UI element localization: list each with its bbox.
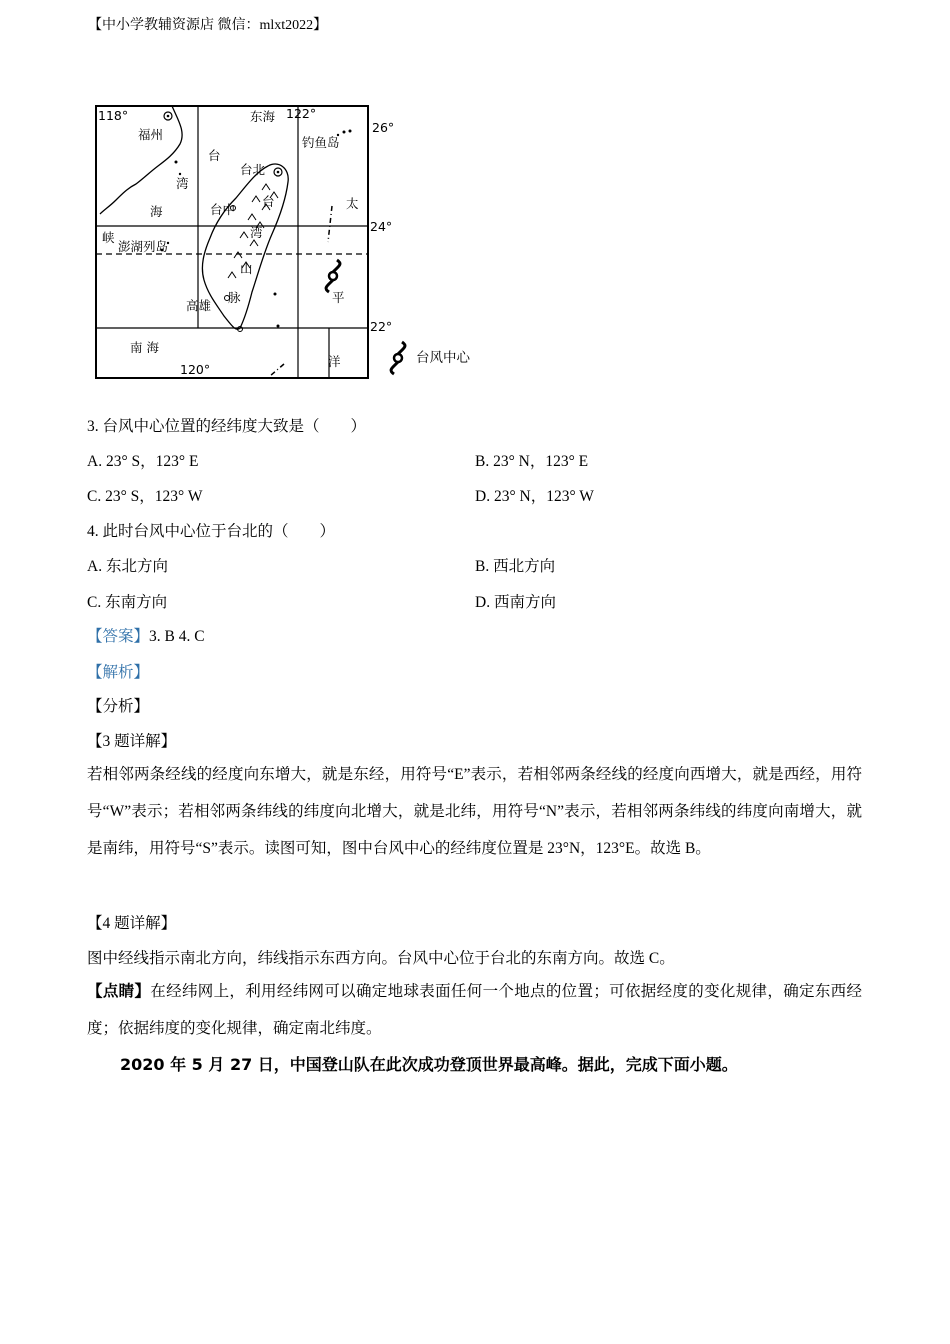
boundary-line	[328, 206, 332, 242]
ocean-char-2: 平	[332, 290, 345, 305]
taizhong-label: 台中	[210, 202, 236, 217]
detail3-text: 若相邻两条经线的经度向东增大，就是东经，用符号“E”表示，若相邻两条经线的经度向西增大，就是西经，用符号“W”表示；若相邻两条纬线的纬度向北增大，就是北纬，用符号“N”表示，若相邻两条纬线的纬度向南增大，就是南纬，用符号“S”表示。读图可知，图中台风中心的经纬度位置是 23°N，123°E。故选 B。	[87, 766, 862, 857]
strait-char-1: 台	[208, 148, 221, 163]
mountain-char-4: 脉	[228, 290, 241, 305]
taibei-label: 台北	[240, 162, 266, 177]
lat-22-label: 22°	[370, 319, 393, 334]
q3-stem: 3. 台风中心位置的经纬度大致是（ ）	[87, 418, 367, 435]
strait-char-4: 峡	[102, 230, 115, 245]
dianjing-paragraph	[87, 973, 862, 1047]
answer-tag: 【答案】	[87, 628, 150, 645]
q3-option-a: A. 23° S，123° E	[87, 453, 199, 470]
donghai-label: 东海	[250, 109, 276, 124]
detail4-text: 图中经线指示南北方向，纬线指示东西方向。台风中心位于台北的东南方向。故选 C。	[87, 950, 675, 967]
fuzhou-capital-dot	[167, 115, 170, 118]
mountain-char-1: 台	[262, 194, 275, 209]
q3-option-b: B. 23° N，123° E	[475, 453, 589, 470]
nanhai-label: 南 海	[130, 340, 159, 355]
strait-char-3: 海	[150, 204, 163, 219]
lon-122-label: 122°	[286, 106, 317, 121]
q4-option-c: C. 东南方向	[87, 594, 168, 611]
q4-option-a: A. 东北方向	[87, 558, 168, 575]
lat-26-label: 26°	[372, 120, 395, 135]
q4-option-b: B. 西北方向	[475, 558, 556, 575]
q3-option-c: C. 23° S，123° W	[87, 488, 203, 505]
answer-line	[87, 624, 205, 646]
fenxi-tag: 【分析】	[87, 698, 150, 715]
strait-char-2: 湾	[176, 176, 189, 191]
q4-option-d: D. 西南方向	[475, 594, 556, 611]
typhoon-center-icon	[326, 260, 340, 292]
taibei-city-dot	[277, 171, 280, 174]
boundary-line	[270, 364, 284, 376]
diaoyudao-label: 钓鱼岛	[302, 135, 340, 150]
page-header: 【中小学教辅资源店 微信：mlxt2022】	[88, 18, 328, 33]
detail4-tag: 【4 题详解】	[87, 915, 177, 932]
next-question-intro: 2020 年 5 月 27 日，中国登山队在此次成功登顶世界最高峰。据此，完成下面小题。	[120, 1055, 738, 1074]
detail3-tag: 【3 题详解】	[87, 733, 177, 750]
taiwan-island	[202, 164, 288, 329]
gaoxiong-label: 高雄	[186, 298, 212, 313]
mountain-char-3: 山	[240, 261, 253, 276]
q4-stem: 4. 此时台风中心位于台北的（ ）	[87, 523, 336, 540]
dianjing-text: 在经纬网上，利用经纬网可以确定地球表面任何一个地点的位置；可依据经度的变化规律，确定东西经度；依据纬度的变化规律，确定南北纬度。	[87, 983, 862, 1037]
ocean-char-1: 太	[346, 196, 359, 211]
taiwan-typhoon-map	[92, 102, 492, 384]
fuzhou-label: 福州	[138, 127, 164, 142]
ocean-char-3: 洋	[328, 354, 341, 369]
lon-120-label: 120°	[180, 362, 211, 377]
legend-typhoon-icon	[391, 342, 405, 374]
mountain-char-2: 湾	[250, 225, 263, 240]
analysis-tag: 【解析】	[87, 664, 150, 681]
q3-option-d: D. 23° N，123° W	[475, 488, 594, 505]
dianjing-tag: 【点睛】	[87, 983, 151, 1000]
lon-118-label: 118°	[98, 108, 129, 123]
lat-24-label: 24°	[370, 219, 393, 234]
penghu-label: 澎湖列岛	[118, 239, 169, 254]
legend-label: 台风中心	[416, 350, 470, 366]
answer-text: 3. B 4. C	[149, 628, 205, 645]
